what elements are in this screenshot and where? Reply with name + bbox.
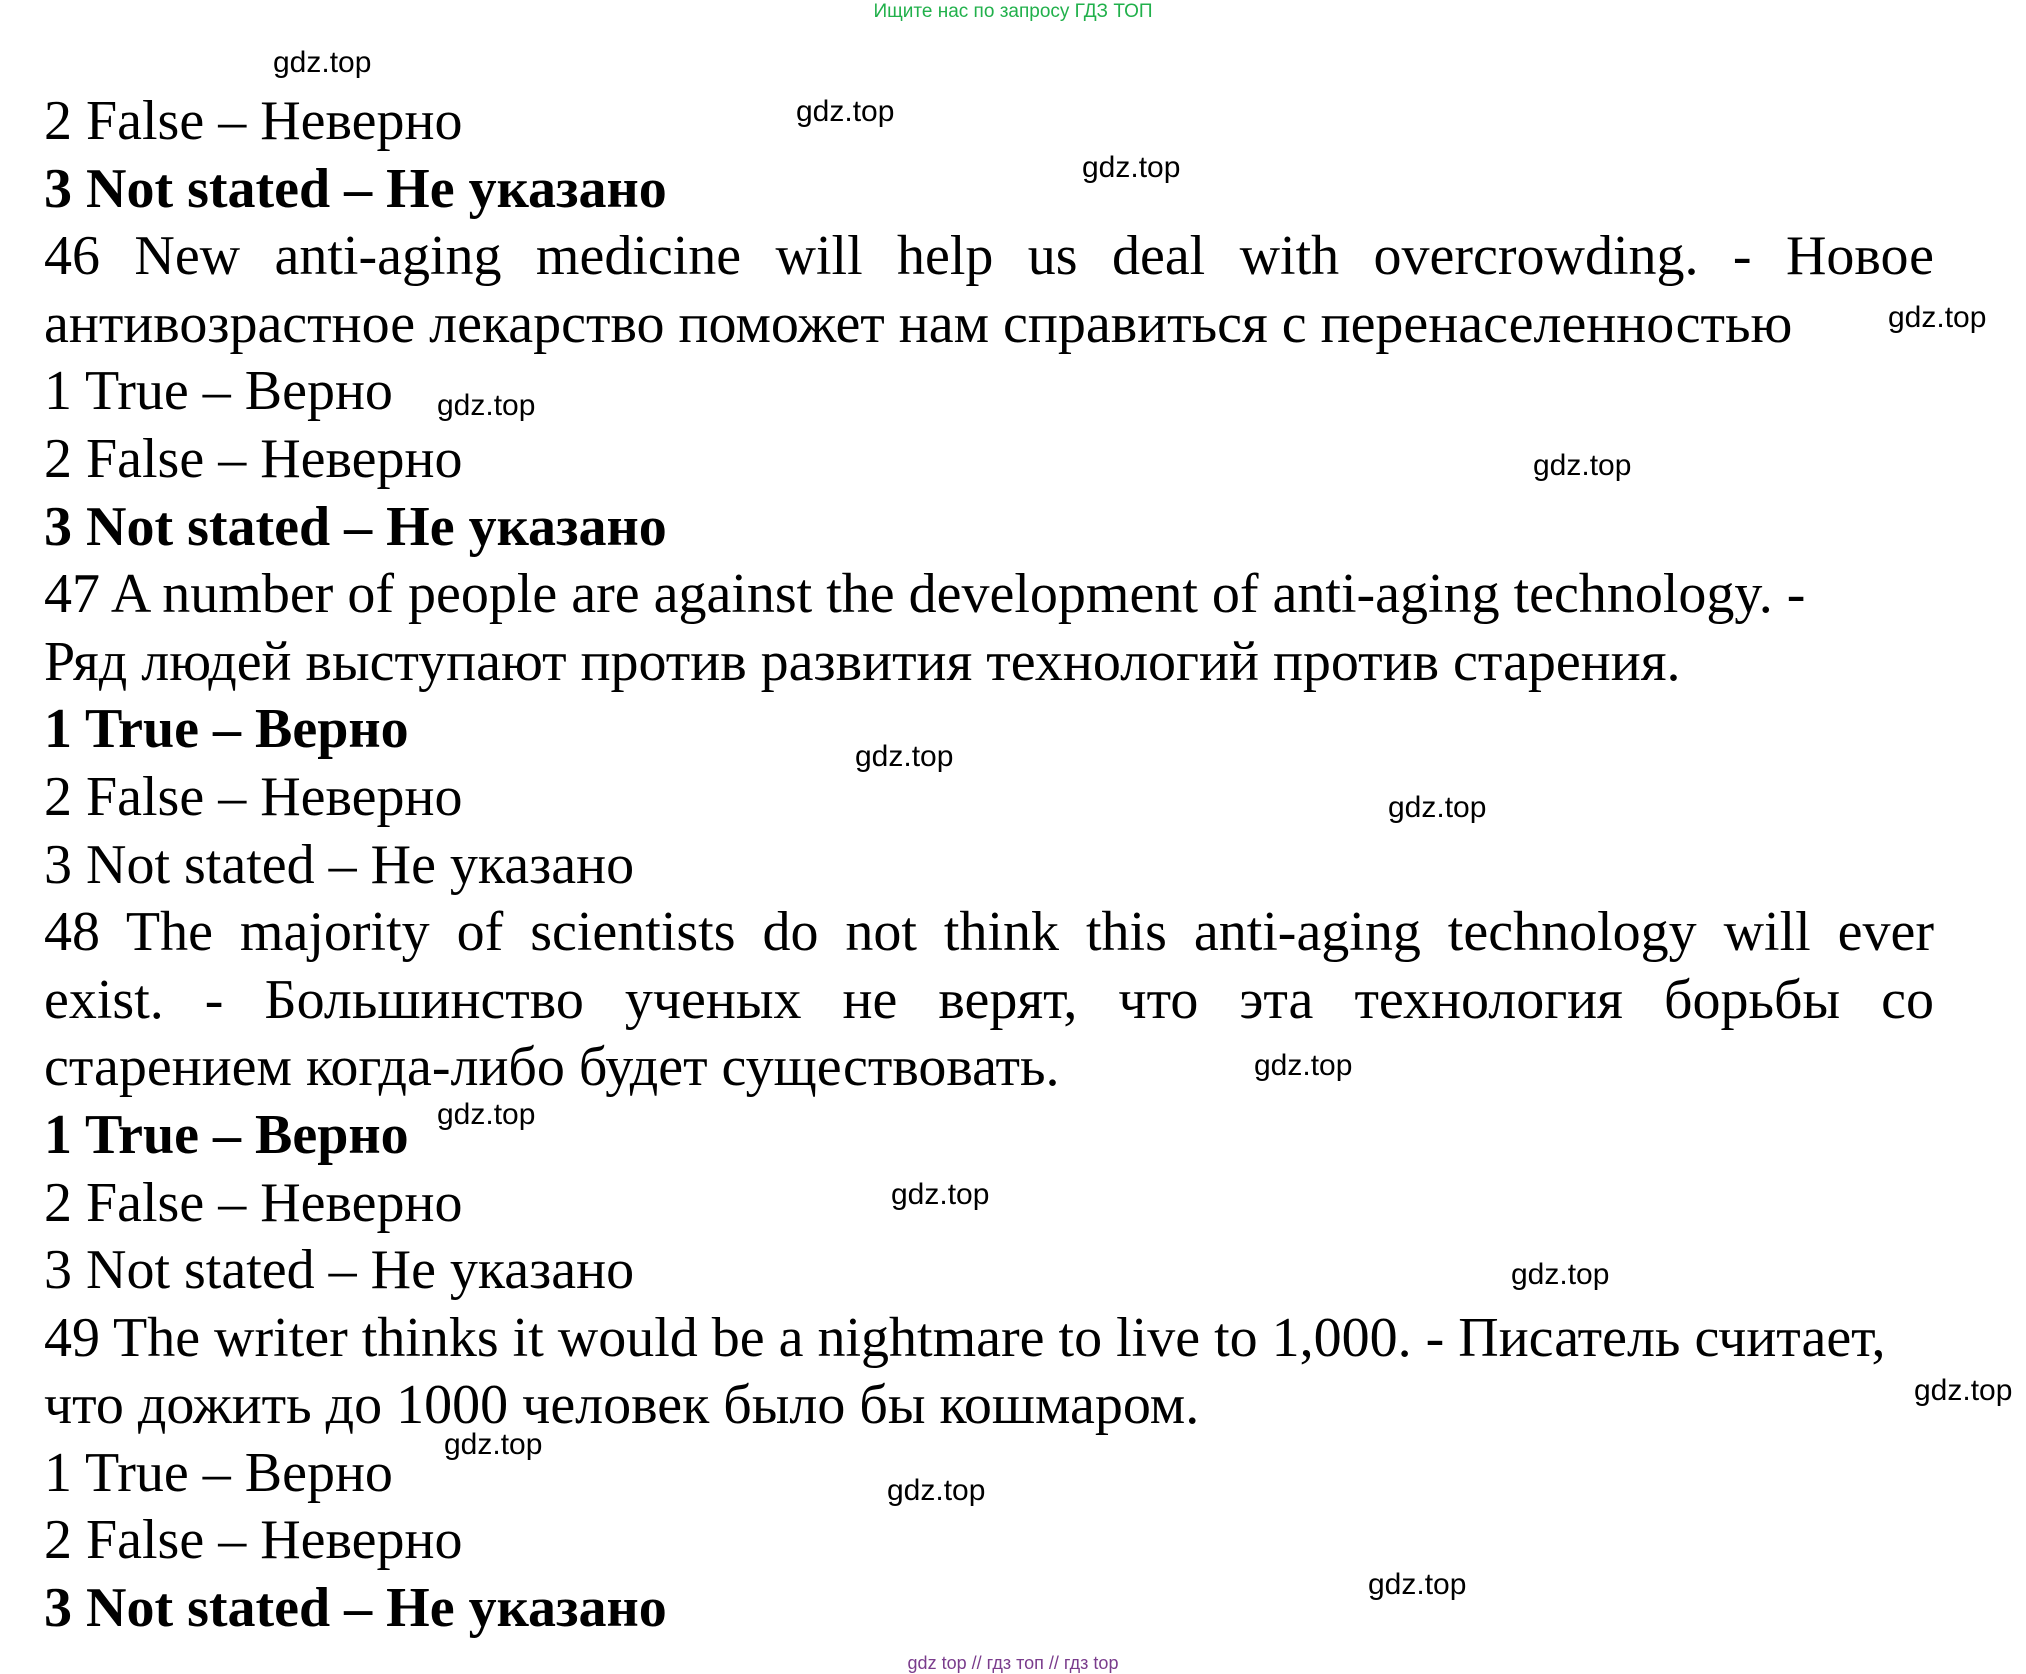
- selected-answer-line: 3 Not stated – Не указано: [44, 495, 667, 558]
- question-49-line-1: 49 The writer thinks it would be a nightmare to live to 1,000. - Писатель считает,: [44, 1306, 1886, 1369]
- selected-answer-line: 3 Not stated – Не указано: [44, 157, 667, 220]
- answer-option-line: 3 Not stated – Не указано: [44, 1239, 635, 1302]
- answer-option-line: 1 True – Верно: [44, 360, 393, 423]
- watermark: gdz.top: [444, 1428, 543, 1461]
- question-47-line-2: Ряд людей выступают против развития технологий против старения.: [44, 630, 1681, 693]
- watermark: gdz.top: [437, 1098, 536, 1131]
- question-47-line-1: 47 A number of people are against the development of anti-aging technology. -: [44, 563, 1806, 626]
- answer-option-line: 1 True – Верно: [44, 1441, 393, 1504]
- footer-credits: gdz top // гдз топ // гдз top: [907, 1653, 1119, 1673]
- document-body: [44, 88, 1934, 1643]
- top-banner: Ищите нас по запросу ГДЗ ТОП: [873, 1, 1153, 22]
- watermark: gdz.top: [855, 740, 954, 773]
- answer-option-line: 2 False – Неверно: [44, 765, 463, 828]
- watermark: gdz.top: [891, 1178, 990, 1211]
- question-46-line-2: антивозрастное лекарство поможет нам справиться с перенаселенностью: [44, 292, 1793, 355]
- watermark: gdz.top: [1388, 791, 1487, 824]
- question-48-line-1: 48 The majority of scientists do not think this anti-aging technology will ever: [44, 901, 1934, 964]
- watermark: gdz.top: [887, 1474, 986, 1507]
- watermark: gdz.top: [273, 46, 372, 79]
- question-49-line-2: что дожить до 1000 человек было бы кошмаром.: [44, 1374, 1200, 1437]
- answer-option-line: 2 False – Неверно: [44, 1509, 463, 1572]
- watermark: gdz.top: [1511, 1258, 1610, 1291]
- question-46-line-1: 46 New anti-aging medicine will help us deal with overcrowding. - Новое: [44, 225, 1934, 288]
- answer-option-line: 2 False – Неверно: [44, 1171, 463, 1234]
- question-48-line-3: старением когда-либо будет существовать.: [44, 1036, 1060, 1099]
- answer-option-line: 2 False – Неверно: [44, 90, 463, 152]
- watermark: gdz.top: [1254, 1049, 1353, 1082]
- selected-answer-line: 1 True – Верно: [44, 698, 409, 761]
- answer-option-line: 3 Not stated – Не указано: [44, 833, 635, 896]
- watermark: gdz.top: [437, 389, 536, 422]
- selected-answer-line: 3 Not stated – Не указано: [44, 1577, 667, 1640]
- question-48-line-2: exist. - Большинство ученых не верят, что эта технология борьбы со: [44, 968, 1934, 1031]
- answer-option-line: 2 False – Неверно: [44, 427, 463, 490]
- watermark: gdz.top: [1914, 1374, 2013, 1407]
- selected-answer-line: 1 True – Верно: [44, 1103, 409, 1166]
- watermark: gdz.top: [1082, 151, 1181, 184]
- watermark: gdz.top: [796, 95, 895, 128]
- watermark: gdz.top: [1533, 449, 1632, 482]
- watermark: gdz.top: [1368, 1568, 1467, 1601]
- watermark: gdz.top: [1888, 301, 1987, 334]
